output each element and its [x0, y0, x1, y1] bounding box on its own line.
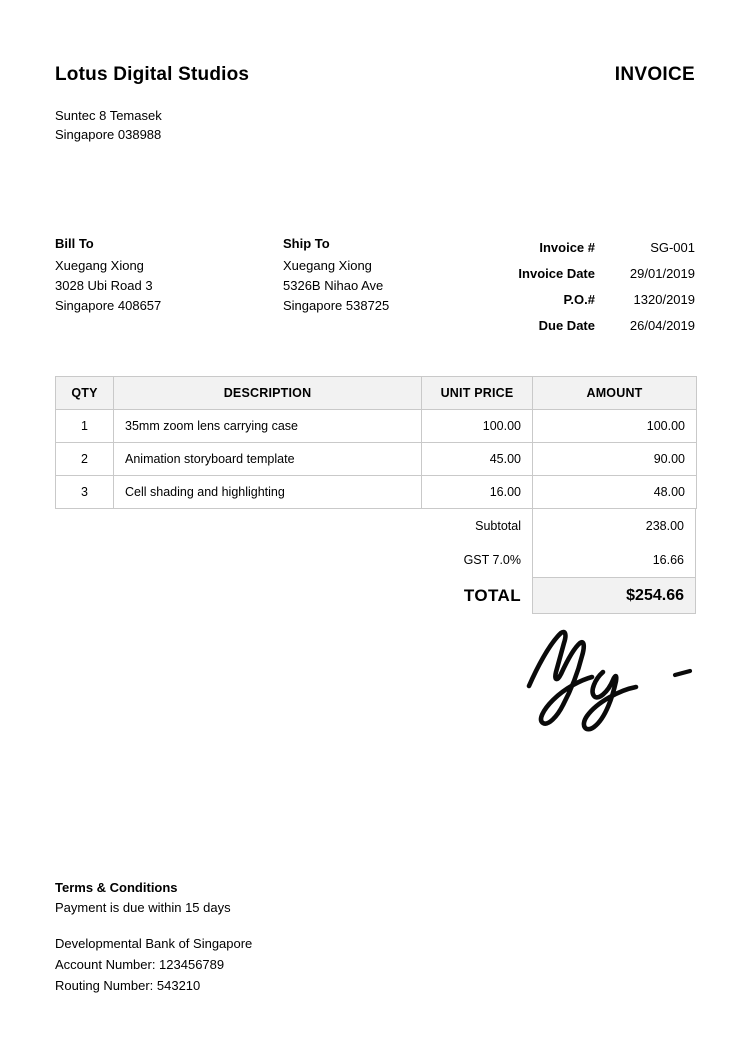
- table-header-row: [56, 377, 697, 410]
- column-header-description: DESCRIPTION: [114, 377, 422, 410]
- column-header-amount: AMOUNT: [533, 377, 697, 410]
- cell-qty: 2: [56, 443, 114, 476]
- column-header-qty: QTY: [56, 377, 114, 410]
- cell-qty: 3: [56, 476, 114, 509]
- invoice-footer: [55, 878, 252, 996]
- bill-to-line: 3028 Ubi Road 3: [55, 278, 153, 293]
- ship-to-block: [283, 234, 493, 338]
- bank-details: [55, 933, 252, 996]
- meta-label: P.O.#: [563, 291, 595, 307]
- table-row: [56, 410, 697, 443]
- subtotal-value: 238.00: [532, 509, 696, 543]
- bill-to-block: [55, 234, 283, 338]
- tax-value: 16.66: [532, 543, 696, 577]
- total-label: TOTAL: [463, 585, 521, 605]
- ship-to-heading: Ship To: [283, 236, 330, 251]
- terms-heading: Terms & Conditions: [55, 880, 178, 895]
- company-address-line: Suntec 8 Temasek: [55, 108, 162, 123]
- company-name: Lotus Digital Studios: [55, 64, 250, 85]
- meta-row-po-number: [499, 286, 695, 312]
- meta-value: 1320/2019: [633, 291, 695, 307]
- tax-label: GST 7.0%: [463, 553, 521, 567]
- meta-label: Due Date: [538, 317, 595, 333]
- meta-value: 29/01/2019: [629, 265, 695, 281]
- cell-amount: 48.00: [533, 476, 697, 509]
- invoice-meta-block: [499, 234, 695, 338]
- subtotal-label: Subtotal: [475, 519, 521, 533]
- column-header-unit-price: UNIT PRICE: [422, 377, 533, 410]
- cell-amount: 90.00: [533, 443, 697, 476]
- ship-to-line: Xuegang Xiong: [283, 258, 372, 273]
- bill-to-line: Singapore 408657: [55, 298, 162, 313]
- line-items-table: [55, 376, 697, 509]
- cell-amount: 100.00: [533, 410, 697, 443]
- meta-value: SG-001: [650, 239, 695, 255]
- subtotal-row: [55, 509, 696, 543]
- cell-unit-price: 45.00: [422, 443, 533, 476]
- meta-label: Invoice Date: [518, 265, 595, 281]
- cell-unit-price: 100.00: [422, 410, 533, 443]
- bank-account-number: Account Number: 123456789: [55, 957, 225, 972]
- cell-description: Animation storyboard template: [114, 443, 422, 476]
- cell-unit-price: 16.00: [422, 476, 533, 509]
- invoice-header: [55, 64, 695, 86]
- company-address-line: Singapore 038988: [55, 127, 162, 142]
- signature-area: [55, 624, 695, 739]
- bill-to-line: Xuegang Xiong: [55, 258, 144, 273]
- meta-row-invoice-date: [499, 260, 695, 286]
- table-row: [56, 443, 697, 476]
- meta-value: 26/04/2019: [629, 317, 695, 333]
- total-value: $254.66: [532, 577, 696, 614]
- bank-routing-number: Routing Number: 543210: [55, 978, 201, 993]
- table-row: [56, 476, 697, 509]
- terms-text: Payment is due within 15 days: [55, 900, 231, 915]
- tax-row: [55, 543, 696, 577]
- bill-to-heading: Bill To: [55, 236, 94, 251]
- cell-description: 35mm zoom lens carrying case: [114, 410, 422, 443]
- document-title: INVOICE: [614, 64, 695, 85]
- invoice-info-section: [55, 234, 695, 338]
- ship-to-line: 5326B Nihao Ave: [283, 278, 384, 293]
- company-address: [55, 106, 695, 144]
- handwritten-signature-icon: [523, 624, 695, 739]
- meta-row-invoice-number: [499, 234, 695, 260]
- meta-label: Invoice #: [539, 239, 595, 255]
- meta-row-due-date: [499, 312, 695, 338]
- total-row: [55, 577, 696, 614]
- ship-to-line: Singapore 538725: [283, 298, 390, 313]
- bank-name: Developmental Bank of Singapore: [55, 936, 253, 951]
- cell-qty: 1: [56, 410, 114, 443]
- cell-description: Cell shading and highlighting: [114, 476, 422, 509]
- totals-section: [55, 509, 696, 614]
